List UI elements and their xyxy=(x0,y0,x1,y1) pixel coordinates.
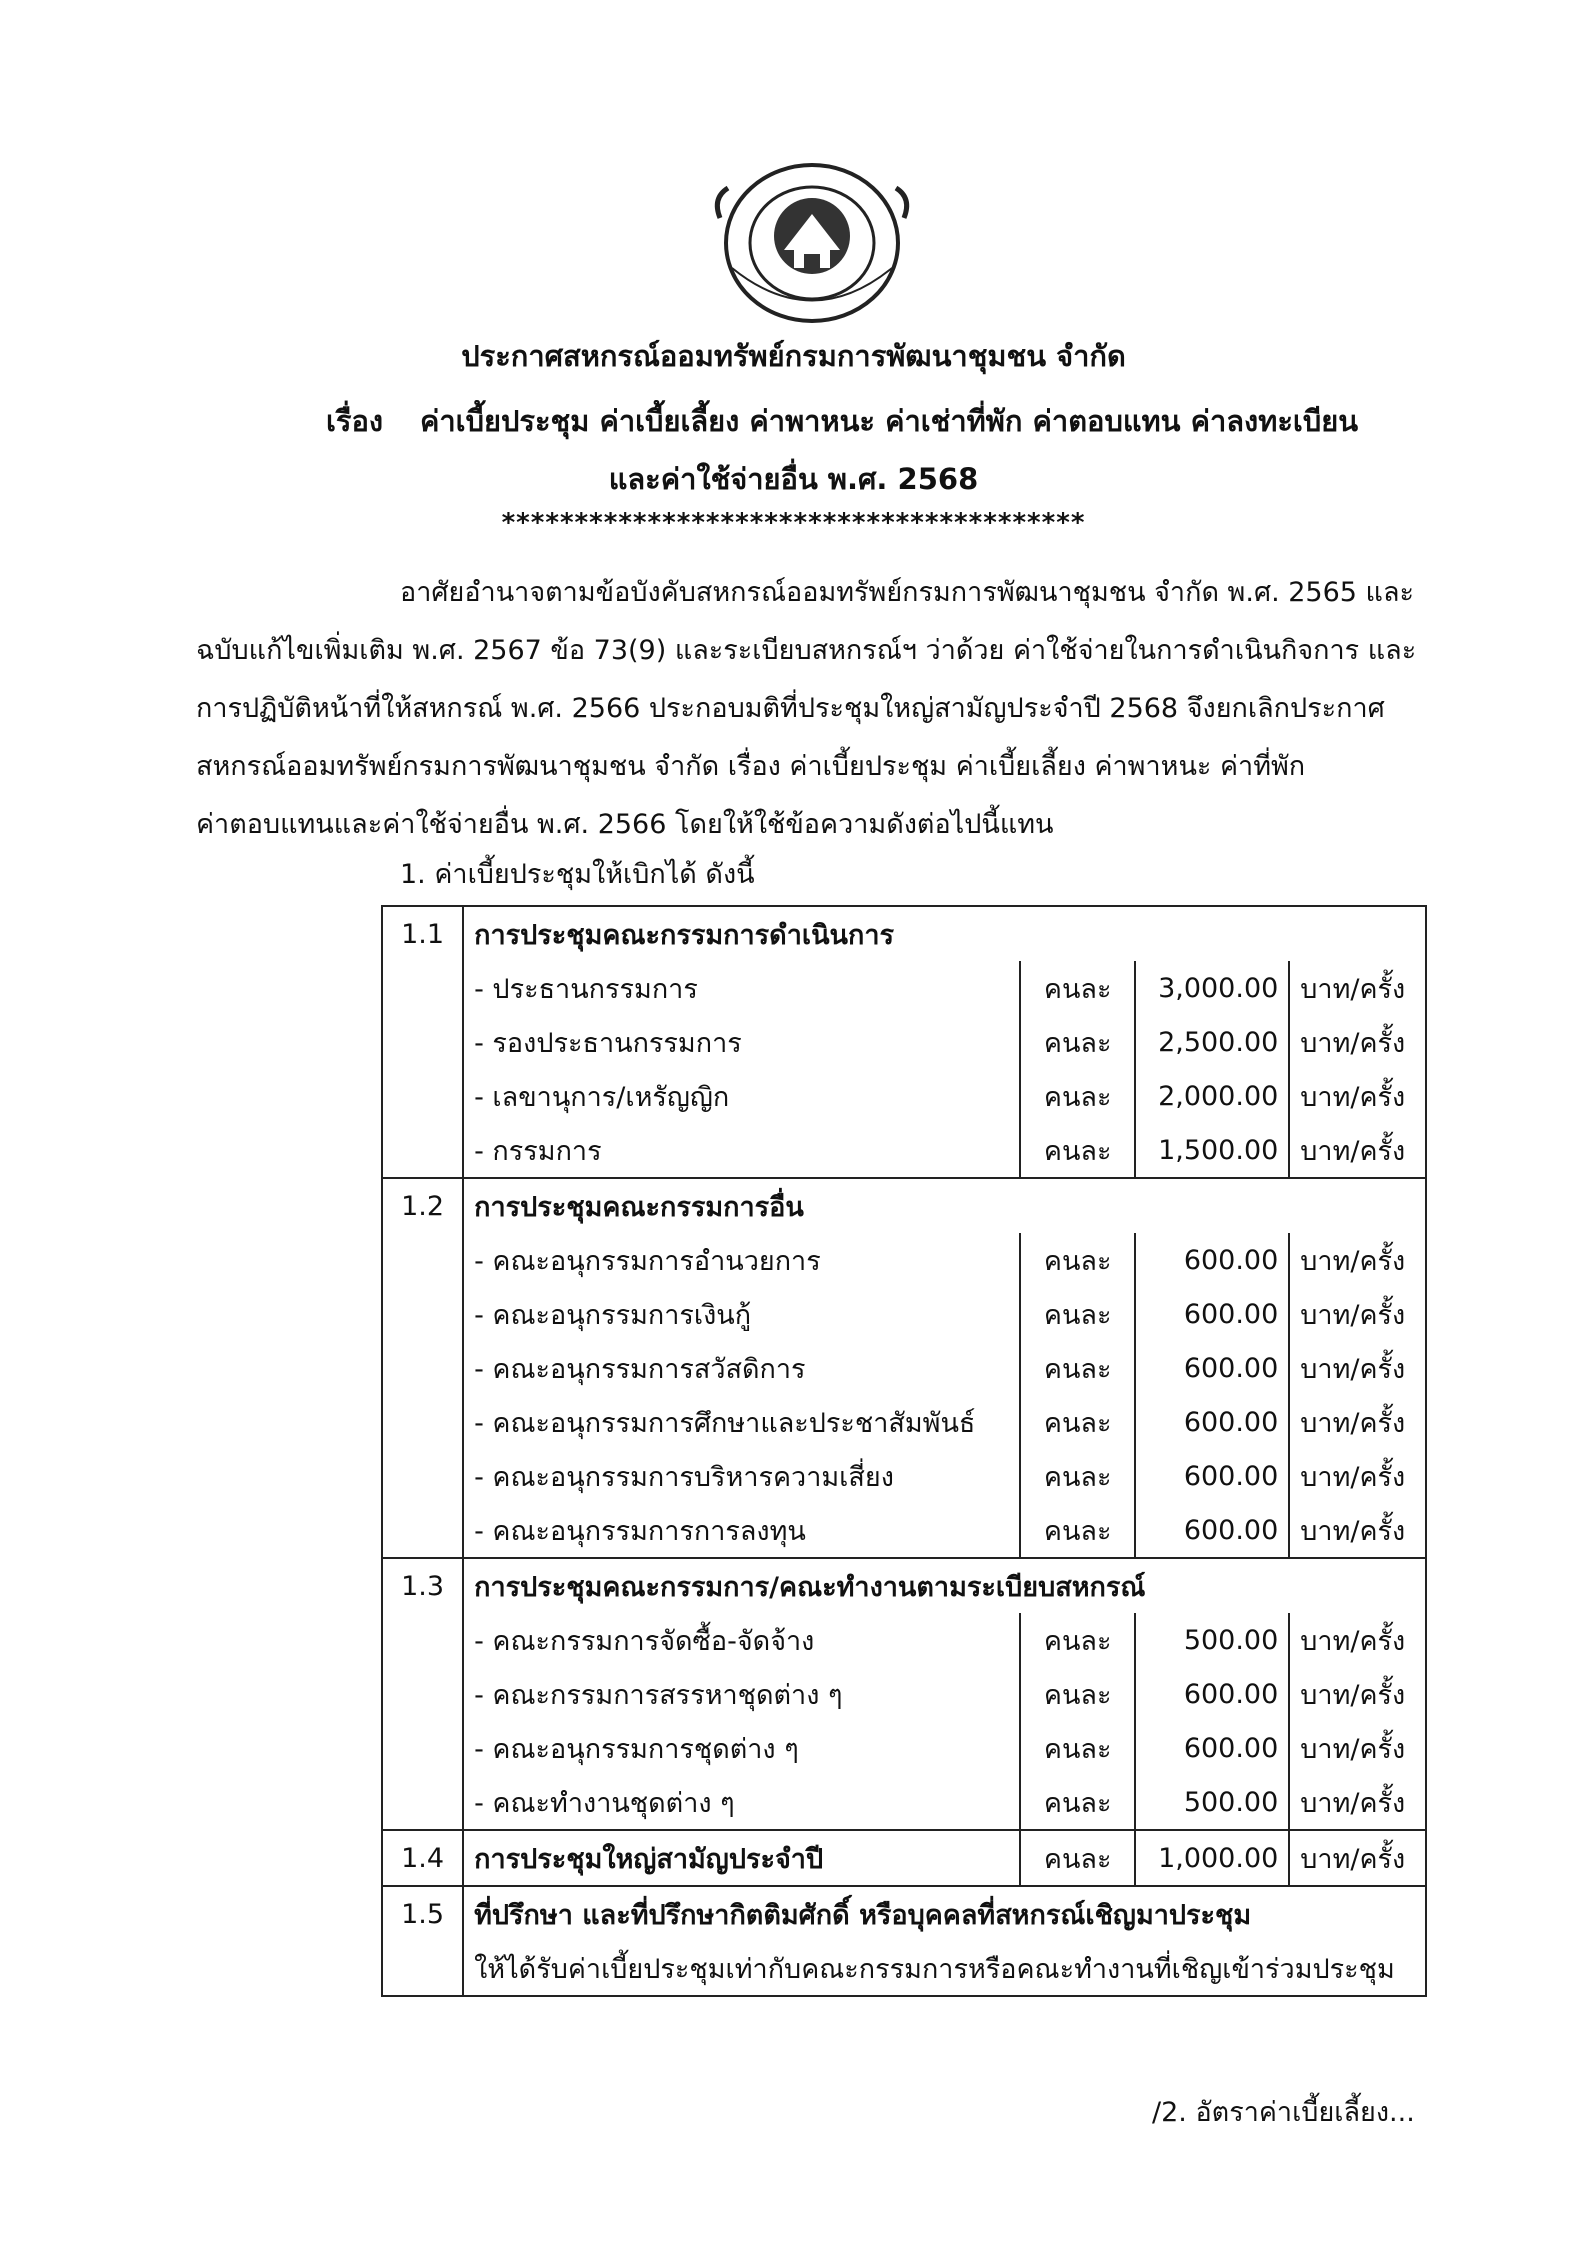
group-title: ที่ปรึกษา และที่ปรึกษากิตติมศักดิ์ หรือบุคคลที่สหกรณ์เชิญมาประชุม xyxy=(463,1886,1426,1941)
unit-label: บาท/ครั้ง xyxy=(1289,1341,1426,1395)
table-row xyxy=(382,1721,1426,1775)
per-label: คนละ xyxy=(1020,1123,1135,1178)
subject-text: ค่าเบี้ยประชุม ค่าเบี้ยเลี้ยง ค่าพาหนะ ค่าเช่าที่พัก ค่าตอบแทน ค่าลงทะเบียน xyxy=(420,404,1359,438)
amount: 1,000.00 xyxy=(1135,1830,1289,1886)
table-row xyxy=(382,1341,1426,1395)
amount: 600.00 xyxy=(1135,1721,1289,1775)
table-row xyxy=(382,1233,1426,1287)
unit-label: บาท/ครั้ง xyxy=(1289,1667,1426,1721)
row-number: 1.2 xyxy=(382,1178,463,1233)
separator-line: **************************************** xyxy=(501,508,1086,538)
per-label: คนละ xyxy=(1020,1721,1135,1775)
continued-note: /2. อัตราค่าเบี้ยเลี้ยง... xyxy=(1152,2097,1415,2128)
group-title: การประชุมคณะกรรมการ/คณะทำงานตามระเบียบสหกรณ์ xyxy=(463,1558,1426,1613)
per-label: คนละ xyxy=(1020,1613,1135,1667)
group-title: การประชุมคณะกรรมการอื่น xyxy=(463,1178,1426,1233)
amount: 2,000.00 xyxy=(1135,1069,1289,1123)
unit-label: บาท/ครั้ง xyxy=(1289,1830,1426,1886)
item-label: - คณะอนุกรรมการเงินกู้ xyxy=(474,1299,752,1331)
subject-line-2: และค่าใช้จ่ายอื่น พ.ศ. 2568 xyxy=(608,462,979,496)
unit-label: บาท/ครั้ง xyxy=(1289,1015,1426,1069)
table-row xyxy=(382,1449,1426,1503)
table-row xyxy=(382,1015,1426,1069)
item-label: - รองประธานกรรมการ xyxy=(474,1027,742,1059)
paragraph-line-3: การปฏิบัติหน้าที่ให้สหกรณ์ พ.ศ. 2566 ประกอบมติที่ประชุมใหญ่สามัญประจำปี 2568 จึงยกเลิกประกาศ xyxy=(196,693,1385,724)
unit-label: บาท/ครั้ง xyxy=(1289,1775,1426,1830)
paragraph-line-2: ฉบับแก้ไขเพิ่มเติม พ.ศ. 2567 ข้อ 73(9) และระเบียบสหกรณ์ฯ ว่าด้วย ค่าใช้จ่ายในการดำเนินกิจการ และ xyxy=(196,635,1417,666)
per-label: คนละ xyxy=(1020,1233,1135,1287)
per-label: คนละ xyxy=(1020,1069,1135,1123)
amount: 600.00 xyxy=(1135,1341,1289,1395)
item-label: - คณะทำงานชุดต่าง ๆ xyxy=(474,1787,735,1819)
table-row xyxy=(382,1775,1426,1830)
per-label: คนละ xyxy=(1020,961,1135,1015)
unit-label: บาท/ครั้ง xyxy=(1289,1503,1426,1558)
row-number: 1.3 xyxy=(382,1558,463,1613)
amount: 3,000.00 xyxy=(1135,961,1289,1015)
unit-label: บาท/ครั้ง xyxy=(1289,1395,1426,1449)
table-row xyxy=(382,1287,1426,1341)
item-label: - คณะอนุกรรมการศึกษาและประชาสัมพันธ์ xyxy=(474,1407,976,1439)
item-label: - ประธานกรรมการ xyxy=(474,973,698,1005)
group-title: การประชุมใหญ่สามัญประจำปี xyxy=(463,1830,1020,1886)
item-label: - เลขานุการ/เหรัญญิก xyxy=(474,1081,730,1113)
table-row xyxy=(382,1830,1426,1886)
unit-label: บาท/ครั้ง xyxy=(1289,1449,1426,1503)
item-label: - คณะอนุกรรมการการลงทุน xyxy=(474,1515,806,1547)
unit-label: บาท/ครั้ง xyxy=(1289,1721,1426,1775)
amount: 2,500.00 xyxy=(1135,1015,1289,1069)
per-label: คนละ xyxy=(1020,1775,1135,1830)
paragraph-line-4: สหกรณ์ออมทรัพย์กรมการพัฒนาชุมชน จำกัด เรื่อง ค่าเบี้ยประชุม ค่าเบี้ยเลี้ยง ค่าพาหนะ ค่าที่พัก xyxy=(196,751,1306,782)
item-label: - คณะอนุกรรมการบริหารความเสี่ยง xyxy=(474,1461,894,1493)
per-label: คนละ xyxy=(1020,1667,1135,1721)
unit-label: บาท/ครั้ง xyxy=(1289,961,1426,1015)
unit-label: บาท/ครั้ง xyxy=(1289,1613,1426,1667)
per-label: คนละ xyxy=(1020,1503,1135,1558)
cooperative-seal-logo xyxy=(702,158,922,328)
amount: 600.00 xyxy=(1135,1287,1289,1341)
table-row xyxy=(382,1613,1426,1667)
table-row xyxy=(382,1941,1426,1996)
item-label: - คณะอนุกรรมการสวัสดิการ xyxy=(474,1353,806,1385)
table-row xyxy=(382,1667,1426,1721)
amount: 600.00 xyxy=(1135,1395,1289,1449)
item-label: - คณะกรรมการสรรหาชุดต่าง ๆ xyxy=(474,1679,843,1711)
meeting-fee-table xyxy=(381,905,1427,1997)
item-label: - คณะกรรมการจัดซื้อ-จัดจ้าง xyxy=(474,1625,815,1657)
unit-label: บาท/ครั้ง xyxy=(1289,1123,1426,1178)
table-row xyxy=(382,1558,1426,1613)
table-row xyxy=(382,1123,1426,1178)
unit-label: บาท/ครั้ง xyxy=(1289,1287,1426,1341)
table-row xyxy=(382,906,1426,961)
paragraph-line-5: ค่าตอบแทนและค่าใช้จ่ายอื่น พ.ศ. 2566 โดยให้ใช้ข้อความดังต่อไปนี้แทน xyxy=(196,809,1054,840)
amount: 600.00 xyxy=(1135,1449,1289,1503)
per-label: คนละ xyxy=(1020,1449,1135,1503)
amount: 1,500.00 xyxy=(1135,1123,1289,1178)
table-row xyxy=(382,1886,1426,1941)
amount: 600.00 xyxy=(1135,1233,1289,1287)
item-label: - คณะอนุกรรมการชุดต่าง ๆ xyxy=(474,1733,799,1765)
group-title: การประชุมคณะกรรมการดำเนินการ xyxy=(463,906,1426,961)
per-label: คนละ xyxy=(1020,1015,1135,1069)
per-label: คนละ xyxy=(1020,1830,1135,1886)
unit-label: บาท/ครั้ง xyxy=(1289,1233,1426,1287)
announcement-title: ประกาศสหกรณ์ออมทรัพย์กรมการพัฒนาชุมชน จำกัด xyxy=(461,339,1126,373)
per-label: คนละ xyxy=(1020,1395,1135,1449)
item-label: - กรรมการ xyxy=(474,1135,602,1167)
amount: 600.00 xyxy=(1135,1667,1289,1721)
paragraph-line-1: อาศัยอำนาจตามข้อบังคับสหกรณ์ออมทรัพย์กรมการพัฒนาชุมชน จำกัด พ.ศ. 2565 และ xyxy=(400,577,1414,608)
row-number: 1.4 xyxy=(382,1830,463,1886)
table-row xyxy=(382,1503,1426,1558)
table-row xyxy=(382,961,1426,1015)
row-number: 1.5 xyxy=(382,1886,463,1941)
per-label: คนละ xyxy=(1020,1341,1135,1395)
unit-label: บาท/ครั้ง xyxy=(1289,1069,1426,1123)
amount: 600.00 xyxy=(1135,1503,1289,1558)
row-number: 1.1 xyxy=(382,906,463,961)
group-detail: ให้ได้รับค่าเบี้ยประชุมเท่ากับคณะกรรมการหรือคณะทำงานที่เชิญเข้าร่วมประชุม xyxy=(463,1941,1426,1996)
amount: 500.00 xyxy=(1135,1613,1289,1667)
section-heading: 1. ค่าเบี้ยประชุมให้เบิกได้ ดังนี้ xyxy=(400,859,755,890)
amount: 500.00 xyxy=(1135,1775,1289,1830)
item-label: - คณะอนุกรรมการอำนวยการ xyxy=(474,1245,821,1277)
table-row xyxy=(382,1395,1426,1449)
table-row xyxy=(382,1069,1426,1123)
subject-label: เรื่อง xyxy=(326,404,384,438)
per-label: คนละ xyxy=(1020,1287,1135,1341)
table-row xyxy=(382,1178,1426,1233)
